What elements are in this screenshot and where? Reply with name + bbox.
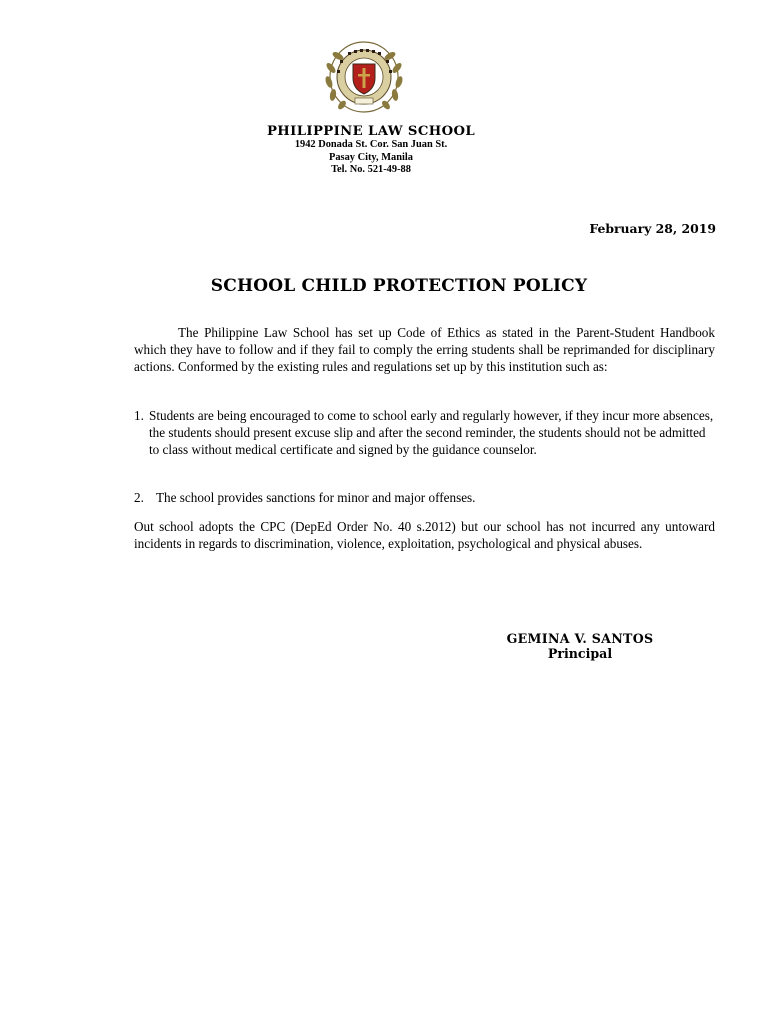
letter-date: February 28, 2019: [589, 221, 716, 236]
address-line-2: Pasay City, Manila: [329, 151, 413, 163]
paragraph-intro-text: The Philippine Law School has set up Code of Ethics as stated in the Parent-Student Handbook which they have to follow and if they fail to comply the erring students shall be reprimanded for disciplinary actions. Conformed by the existing rules and regulations set up by this institution such as:: [134, 325, 715, 374]
school-name: PHILIPPINE LAW SCHOOL: [266, 124, 476, 139]
signature-block: [470, 631, 690, 662]
school-letterhead: [150, 124, 592, 177]
list-item: [134, 407, 715, 458]
list-item-number: 1.: [134, 408, 144, 423]
signatory-title: Principal: [547, 646, 613, 661]
telephone-number: Tel. No. 521-49-88: [331, 164, 411, 175]
paragraph-closing: Out school adopts the CPC (DepEd Order No. 40 s.2012) but our school has not incurred any untoward incidents in regards to discrimination, violence, exploitation, psychological and physical abuses.: [134, 519, 715, 551]
signatory-name: GEMINA V. SANTOS: [506, 631, 654, 646]
address-line-1: 1942 Donada St. Cor. San Juan St.: [294, 139, 448, 150]
paragraph-intro: [134, 324, 715, 375]
school-seal-logo: [318, 38, 410, 116]
document-title: SCHOOL CHILD PROTECTION POLICY: [210, 276, 588, 296]
list-item-number: 2.: [134, 490, 144, 505]
list-item-text: The school provides sanctions for minor and major offenses.: [156, 490, 476, 505]
list-item-text: Students are being encouraged to come to school early and regularly however, if they incur more absences, the students should present excuse slip and after the second reminder, the students should not be admitted to class without medical certificate and signed by the guidance counselor.: [149, 408, 714, 457]
list-item: [134, 489, 715, 506]
